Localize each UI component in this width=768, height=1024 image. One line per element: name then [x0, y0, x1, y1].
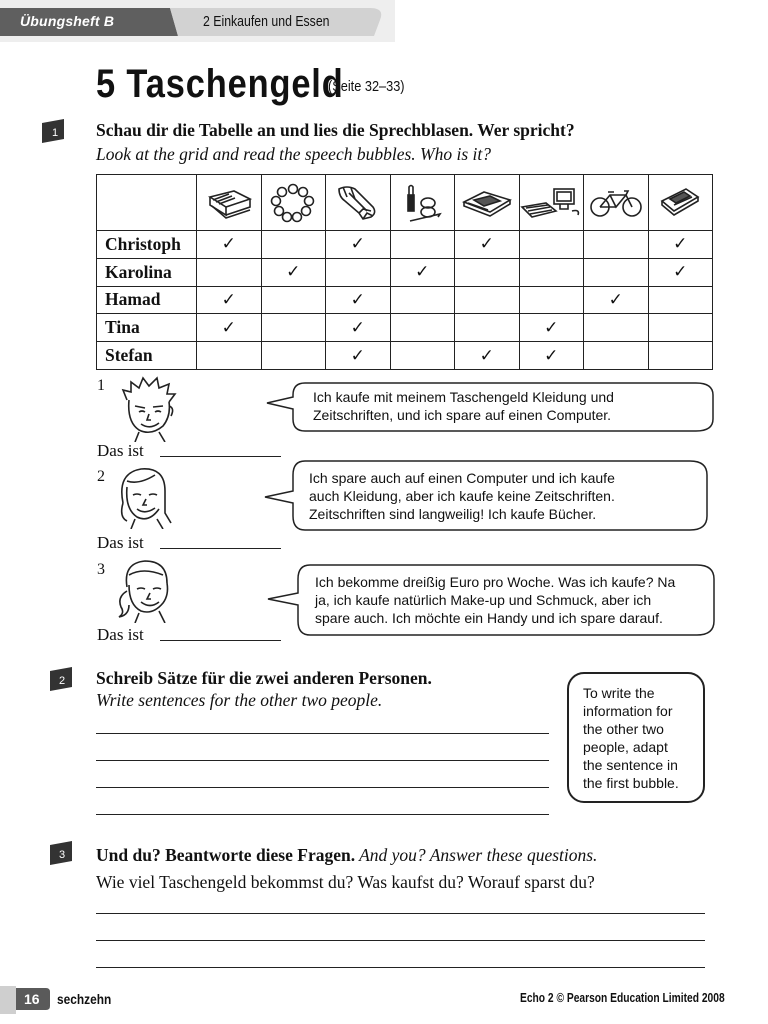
tick-cell: ✓: [326, 231, 391, 259]
task-3-instruction-de: Und du? Beantworte diese Fragen.: [96, 845, 356, 865]
person-name: Karolina: [97, 258, 197, 286]
clothes-icon: [333, 183, 383, 223]
writing-line[interactable]: [96, 733, 549, 734]
task-number: 1: [52, 127, 59, 139]
tick-cell: ✓: [197, 231, 262, 259]
empty-cell: [519, 258, 584, 286]
grid-row: [97, 258, 713, 286]
empty-cell: [455, 258, 520, 286]
speaker-number: 3: [97, 561, 105, 578]
tick-cell: ✓: [455, 231, 520, 259]
grid-row: [97, 342, 713, 370]
tip-box: [567, 672, 705, 803]
empty-cell: [584, 342, 649, 370]
tick-cell: ✓: [197, 286, 262, 314]
grid-header-row: [97, 175, 713, 231]
answer-line[interactable]: [160, 548, 281, 549]
empty-cell: [584, 231, 649, 259]
computer-icon: [520, 185, 582, 221]
bubble-line: ja, ich kaufe natürlich Make-up und Schmuck, aber ich: [315, 592, 652, 608]
empty-cell: [519, 286, 584, 314]
task-3-questions: Wie viel Taschengeld bekommst du? Was kaufst du? Worauf sparst du?: [96, 872, 595, 892]
bubble-line: Ich kaufe mit meinem Taschengeld Kleidung und: [313, 389, 614, 405]
empty-cell: [648, 314, 713, 342]
boy-face-icon: [117, 376, 179, 442]
bubble-line: Ich bekomme dreißig Euro pro Woche. Was ich kaufe? Na: [315, 574, 676, 590]
empty-cell: [261, 286, 326, 314]
empty-cell: [261, 231, 326, 259]
grid-column-header: [519, 175, 584, 231]
speaker-number: 2: [97, 468, 105, 485]
speaker-label: Das ist: [97, 441, 144, 460]
task-3-instruction-en: And you? Answer these questions.: [359, 845, 598, 865]
answer-line[interactable]: [160, 640, 281, 641]
mobile-phone-icon: [658, 185, 702, 221]
empty-cell: [326, 258, 391, 286]
bubble-line: auch Kleidung, aber ich kaufe keine Zeitschriften.: [309, 488, 615, 504]
page-title: 5 Taschengeld: [96, 62, 344, 106]
tick-cell: ✓: [390, 258, 455, 286]
bubble-line: Ich spare auch auf einen Computer und ich kaufe: [309, 470, 615, 486]
writing-line[interactable]: [96, 760, 549, 761]
tick-cell: ✓: [326, 286, 391, 314]
bicycle-icon: [588, 187, 644, 219]
tick-cell: ✓: [326, 342, 391, 370]
grid-column-header: [584, 175, 649, 231]
answer-line[interactable]: [160, 456, 281, 457]
tick-cell: ✓: [261, 258, 326, 286]
writing-line[interactable]: [96, 967, 705, 968]
grid-column-header: [390, 175, 455, 231]
writing-line[interactable]: [96, 940, 705, 941]
grid-column-header: [455, 175, 520, 231]
book-icon: [204, 185, 254, 221]
tick-cell: ✓: [648, 258, 713, 286]
grid-column-header: [261, 175, 326, 231]
empty-cell: [390, 342, 455, 370]
writing-line[interactable]: [96, 787, 549, 788]
copyright-notice: Echo 2 © Pearson Education Limited 2008: [520, 991, 725, 1005]
empty-cell: [197, 342, 262, 370]
task-1-instruction-en: Look at the grid and read the speech bubbles. Who is it?: [96, 144, 491, 164]
empty-cell: [261, 314, 326, 342]
bubble-line: Zeitschriften, und ich spare auf einen Computer.: [313, 407, 612, 423]
empty-cell: [455, 286, 520, 314]
empty-cell: [390, 231, 455, 259]
task-1-badge: [40, 119, 67, 148]
task-2-badge: [48, 667, 75, 696]
flag-icon: [40, 119, 67, 143]
grid-column-header: [326, 175, 391, 231]
book-label: Übungsheft B: [20, 13, 115, 29]
tick-cell: ✓: [519, 314, 584, 342]
page-number-word: sechzehn: [57, 991, 112, 1007]
person-name: Hamad: [97, 286, 197, 314]
flag-icon: [48, 841, 75, 865]
task-number: 3: [59, 849, 66, 861]
magazine-icon: [460, 186, 514, 220]
flag-icon: [48, 667, 75, 691]
task-1-instruction-de: Schau dir die Tabelle an und lies die Sprechblasen. Wer spricht?: [96, 120, 575, 140]
bubble-line: Zeitschriften sind langweilig! Ich kaufe Bücher.: [309, 506, 597, 522]
empty-cell: [584, 258, 649, 286]
girl-ponytail-face-icon: [113, 557, 175, 623]
empty-cell: [648, 342, 713, 370]
task-number: 2: [59, 675, 66, 687]
jewellery-icon: [270, 183, 316, 223]
tick-cell: ✓: [197, 314, 262, 342]
speaker-label: Das ist: [97, 533, 144, 552]
task-2-instruction-en: Write sentences for the other two people.: [96, 690, 383, 710]
writing-line[interactable]: [96, 814, 549, 815]
task-3-badge: [48, 841, 75, 870]
item-grid: [96, 174, 713, 370]
page-reference: (Seite 32–33): [328, 78, 405, 95]
tick-cell: ✓: [455, 342, 520, 370]
tip-text: To write the information for the other two people, adapt the sentence in the first bubble.: [583, 685, 679, 791]
empty-cell: [519, 231, 584, 259]
grid-corner-cell: [97, 175, 197, 231]
empty-cell: [390, 286, 455, 314]
makeup-icon: [400, 181, 444, 225]
person-name: Christoph: [97, 231, 197, 259]
girl-face-icon: [113, 463, 175, 529]
person-name: Tina: [97, 314, 197, 342]
empty-cell: [455, 314, 520, 342]
grid-column-header: [197, 175, 262, 231]
tick-cell: ✓: [648, 231, 713, 259]
grid-row: [97, 286, 713, 314]
tick-cell: ✓: [326, 314, 391, 342]
task-2-instruction-de: Schreib Sätze für die zwei anderen Personen.: [96, 668, 432, 688]
empty-cell: [584, 314, 649, 342]
empty-cell: [261, 342, 326, 370]
bubble-line: spare auch. Ich möchte ein Handy und ich spare darauf.: [315, 610, 663, 626]
tick-cell: ✓: [584, 286, 649, 314]
grid-row: [97, 314, 713, 342]
chapter-label: 2 Einkaufen und Essen: [203, 13, 330, 30]
tick-cell: ✓: [519, 342, 584, 370]
grid-column-header: [648, 175, 713, 231]
empty-cell: [390, 314, 455, 342]
task-3-instruction: [96, 845, 597, 866]
person-name: Stefan: [97, 342, 197, 370]
page-number: 16: [24, 991, 40, 1007]
empty-cell: [648, 286, 713, 314]
empty-cell: [197, 258, 262, 286]
writing-line[interactable]: [96, 913, 705, 914]
speaker-number: 1: [97, 377, 105, 394]
speaker-label: Das ist: [97, 625, 144, 644]
grid-row: [97, 231, 713, 259]
